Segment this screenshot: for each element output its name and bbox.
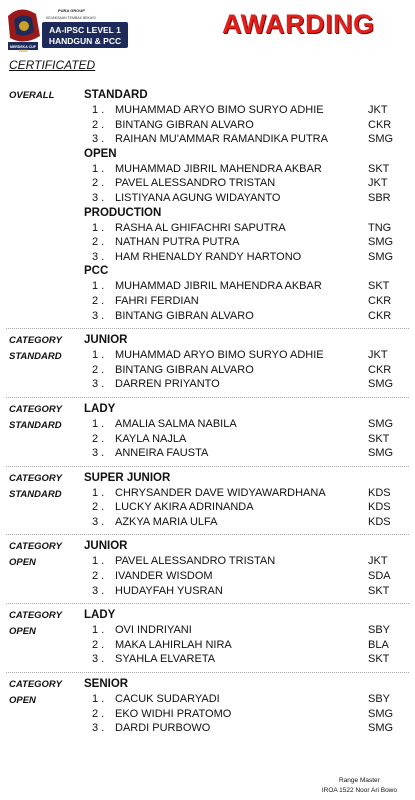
winner-row	[0, 500, 415, 515]
rank-number: 1 .	[92, 162, 105, 175]
winner-name: MUHAMMAD JIBRIL MAHENDRA AKBAR	[115, 280, 322, 293]
svg-text:HANDGUN & PCC: HANDGUN & PCC	[48, 36, 122, 46]
winner-row	[0, 569, 415, 584]
section-divider	[6, 603, 409, 604]
club-code: CKR	[368, 294, 392, 307]
club-code: SMG	[368, 133, 394, 146]
winner-row	[0, 132, 415, 147]
club-code: SMG	[368, 722, 394, 735]
winner-row	[0, 377, 415, 392]
division-title: PRODUCTION	[84, 206, 162, 219]
winner-name: NATHAN PUTRA PUTRA	[115, 236, 240, 249]
club-code: JKT	[368, 349, 388, 362]
svg-text:2025: 2025	[18, 48, 28, 52]
winner-name: PAVEL ALESSANDRO TRISTAN	[115, 177, 276, 190]
certificated-label: CERTIFICATED	[9, 58, 96, 72]
category-label-line: OPEN	[9, 626, 36, 638]
category-label-line: STANDARD	[9, 419, 62, 431]
winner-row	[0, 432, 415, 447]
winner-name: MUHAMMAD JIBRIL MAHENDRA AKBAR	[115, 162, 322, 175]
club-code: SDA	[368, 570, 391, 583]
rank-number: 3 .	[92, 309, 105, 322]
club-code: TNG	[368, 221, 392, 234]
signature-block	[322, 776, 397, 796]
winner-name: MUHAMMAD ARYO BIMO SURYO ADHIE	[115, 349, 324, 362]
section-divider	[6, 397, 409, 398]
winner-name: BINTANG GIBRAN ALVARO	[115, 118, 254, 131]
winner-name: DARREN PRIYANTO	[115, 378, 220, 391]
club-code: JKT	[368, 177, 388, 190]
division-title: LADY	[84, 402, 116, 415]
rank-number: 3 .	[92, 653, 105, 666]
category-label-line: CATEGORY	[9, 610, 62, 622]
winner-name: LISTIYANA AGUNG WIDAYANTO	[115, 191, 281, 204]
rank-number: 2 .	[92, 294, 105, 307]
club-code: SKT	[368, 162, 390, 175]
awards-list	[0, 88, 415, 736]
division-title: OPEN	[84, 147, 117, 160]
club-code: KDS	[368, 501, 391, 514]
category-label-line: OPEN	[9, 557, 36, 569]
club-code: SKT	[368, 653, 390, 666]
category-label-line: OVERALL	[9, 90, 55, 101]
svg-text:MERDEKA CUP: MERDEKA CUP	[10, 45, 36, 49]
club-code: SMG	[368, 447, 394, 460]
winner-name: CHRYSANDER DAVE WIDYAWARDHANA	[115, 486, 326, 499]
award-section	[0, 402, 415, 461]
rank-number: 2 .	[92, 432, 105, 445]
winner-name: AZKYA MARIA ULFA	[115, 515, 218, 528]
rank-number: 1 .	[92, 349, 105, 362]
club-code: JKT	[368, 104, 388, 116]
winner-name: PAVEL ALESSANDRO TRISTAN	[115, 555, 276, 568]
division-title: JUNIOR	[84, 540, 128, 553]
award-section	[0, 608, 415, 667]
section-divider	[6, 328, 409, 329]
winner-row	[0, 235, 415, 250]
winner-row	[0, 638, 415, 653]
rank-number: 1 .	[92, 486, 105, 499]
category-label-line: CATEGORY	[9, 541, 62, 553]
rank-number: 3 .	[92, 378, 105, 391]
winner-name: MUHAMMAD ARYO BIMO SURYO ADHIE	[115, 104, 324, 116]
winner-name: SYAHLA ELVARETA	[115, 653, 216, 666]
page-title: AWARDING	[222, 9, 375, 39]
winner-row	[0, 707, 415, 722]
winner-row	[0, 623, 415, 638]
winner-row	[0, 363, 415, 378]
rank-number: 3 .	[92, 722, 105, 735]
award-section	[0, 333, 415, 392]
club-code: SMG	[368, 378, 394, 391]
rank-number: 3 .	[92, 584, 105, 597]
club-code: SMG	[368, 417, 394, 430]
event-logo	[6, 6, 130, 52]
winner-name: DARDI PURBOWO	[115, 722, 211, 735]
svg-text:AA-IPSC LEVEL 1: AA-IPSC LEVEL 1	[49, 25, 121, 35]
winner-name: HUDAYFAH YUSRAN	[115, 584, 223, 597]
club-code: JKT	[368, 555, 388, 568]
division-title: PCC	[84, 265, 109, 278]
club-code: KDS	[368, 486, 391, 499]
winner-row	[0, 103, 415, 118]
winner-row	[0, 348, 415, 363]
winner-row	[0, 221, 415, 236]
winner-name: AMALIA SALMA NABILA	[115, 417, 237, 430]
club-code: SKT	[368, 432, 390, 445]
rank-number: 3 .	[92, 447, 105, 460]
rank-number: 1 .	[92, 624, 105, 637]
winner-name: OVI INDRIYANI	[115, 624, 192, 637]
category-label-line: CATEGORY	[9, 472, 62, 484]
club-code: KDS	[368, 515, 391, 528]
category-label-line: CATEGORY	[9, 335, 62, 347]
club-code: SBR	[368, 191, 391, 204]
rank-number: 1 .	[92, 693, 105, 706]
winner-name: BINTANG GIBRAN ALVARO	[115, 309, 254, 322]
rank-number: 2 .	[92, 363, 105, 376]
award-section	[0, 88, 415, 323]
winner-row	[0, 294, 415, 309]
division-title: SUPER JUNIOR	[84, 471, 171, 484]
winner-name: ANNEIRA FAUSTA	[115, 447, 209, 460]
winner-row	[0, 176, 415, 191]
winner-row	[0, 309, 415, 324]
rank-number: 3 .	[92, 133, 105, 146]
rank-number: 2 .	[92, 177, 105, 190]
club-code: SKT	[368, 584, 390, 597]
award-section	[0, 677, 415, 736]
rank-number: 3 .	[92, 250, 105, 263]
winner-row	[0, 250, 415, 265]
division-title: STANDARD	[84, 89, 148, 101]
club-code: CKR	[368, 309, 392, 322]
winner-row	[0, 118, 415, 133]
winner-row	[0, 162, 415, 177]
winner-row	[0, 191, 415, 206]
signature-role: Range Master	[339, 777, 380, 784]
club-code: SBY	[368, 624, 391, 637]
signature-name: IROA 1522 Noor Ari Bowo	[321, 787, 397, 794]
club-code: SMG	[368, 236, 394, 249]
winner-name: FAHRI FERDIAN	[115, 294, 199, 307]
division-title: JUNIOR	[84, 334, 128, 347]
winner-name: IVANDER WISDOM	[115, 570, 213, 583]
rank-number: 1 .	[92, 417, 105, 430]
winner-row	[0, 486, 415, 501]
rank-number: 2 .	[92, 707, 105, 720]
winner-row	[0, 515, 415, 530]
rank-number: 3 .	[92, 515, 105, 528]
club-code: SBY	[368, 693, 391, 706]
rank-number: 1 .	[92, 221, 105, 234]
section-divider	[6, 466, 409, 467]
rank-number: 2 .	[92, 118, 105, 131]
club-code: SMG	[368, 707, 394, 720]
winner-name: KAYLA NAJLA	[115, 432, 187, 445]
winner-name: BINTANG GIBRAN ALVARO	[115, 363, 254, 376]
rank-number: 2 .	[92, 236, 105, 249]
winner-name: RAIHAN MU'AMMAR RAMANDIKA PUTRA	[115, 133, 328, 146]
winner-row	[0, 652, 415, 667]
division-title: SENIOR	[84, 678, 129, 691]
category-label-line: STANDARD	[9, 488, 62, 500]
rank-number: 3 .	[92, 191, 105, 204]
rank-number: 1 .	[92, 280, 105, 293]
svg-text:KEJAKSAAN TEMBAK BEKASI: KEJAKSAAN TEMBAK BEKASI	[46, 16, 96, 20]
winner-name: CACUK SUDARYADI	[115, 693, 220, 706]
award-section	[0, 471, 415, 530]
club-code: SMG	[368, 250, 394, 263]
winner-name: MAKA LAHIRLAH NIRA	[115, 638, 232, 651]
rank-number: 2 .	[92, 638, 105, 651]
award-section	[0, 539, 415, 598]
category-label-line: CATEGORY	[9, 679, 62, 691]
winner-row	[0, 584, 415, 599]
winner-name: RASHA AL GHIFACHRI SAPUTRA	[115, 221, 286, 234]
club-code: SKT	[368, 280, 390, 293]
division-title: LADY	[84, 609, 116, 622]
winner-row	[0, 279, 415, 294]
winner-name: LUCKY AKIRA ADRINANDA	[115, 501, 254, 514]
event-logo-graphic	[6, 6, 130, 52]
winner-row	[0, 446, 415, 461]
rank-number: 2 .	[92, 570, 105, 583]
category-label-line: CATEGORY	[9, 403, 62, 415]
club-code: CKR	[368, 118, 392, 131]
category-label-line: OPEN	[9, 695, 36, 707]
winner-row	[0, 692, 415, 707]
section-divider	[6, 534, 409, 535]
rank-number: 1 .	[92, 555, 105, 568]
club-code: CKR	[368, 363, 392, 376]
winner-row	[0, 417, 415, 432]
svg-text:PURA GROUP: PURA GROUP	[58, 8, 85, 13]
section-divider	[6, 672, 409, 673]
winner-row	[0, 721, 415, 736]
category-label-line: STANDARD	[9, 351, 62, 363]
winner-row	[0, 554, 415, 569]
rank-number: 2 .	[92, 501, 105, 514]
rank-number: 1 .	[92, 104, 105, 116]
winner-name: EKO WIDHI PRATOMO	[115, 707, 232, 720]
club-code: BLA	[368, 638, 389, 651]
winner-name: HAM RHENALDY RANDY HARTONO	[115, 250, 302, 263]
